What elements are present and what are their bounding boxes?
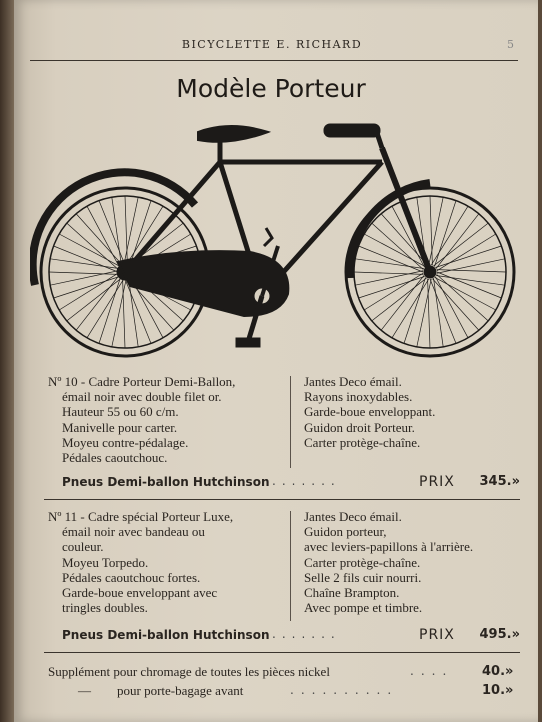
price-label: PRIX — [419, 627, 455, 643]
leader-dots: .......... — [290, 683, 399, 697]
spec-line: Guidon droit Porteur. — [304, 419, 415, 435]
book-spine — [0, 0, 14, 722]
pedal — [236, 338, 260, 347]
price-amount: 495.» — [479, 627, 520, 642]
handlebar-grip — [324, 124, 380, 137]
spec-line: Rayons inoxydables. — [304, 389, 413, 405]
section-rule — [44, 652, 520, 653]
spec-line: Garde-boue enveloppant. — [304, 404, 436, 420]
model-10-price-row — [62, 475, 520, 493]
page-title: Modèle Porteur — [176, 74, 366, 103]
column-divider — [290, 511, 291, 621]
spec-line: Guidon porteur, — [304, 524, 387, 540]
spec-line: Jantes Deco émail. — [304, 509, 402, 524]
section-rule — [44, 499, 520, 500]
running-header: BICYCLETTE E. RICHARD — [181, 38, 363, 51]
column-divider — [290, 376, 291, 468]
model-11-specs-right — [304, 509, 522, 615]
spec-line: Carter protège-chaîne. — [304, 554, 421, 570]
spec-line: Nº 11 - Cadre spécial Porteur Luxe, — [48, 509, 234, 524]
spec-line: couleur. — [62, 539, 104, 555]
price-label: PRIX — [419, 474, 455, 490]
spec-line: Pédales caoutchouc fortes. — [62, 569, 201, 585]
tyre-label: Pneus Demi-ballon Hutchinson — [62, 475, 270, 489]
supplement-porte-bagage: — pour porte-bagage avant — [78, 683, 244, 698]
supplement-amount: 10.» — [482, 683, 514, 698]
spec-line: émail noir avec double filet or. — [62, 389, 222, 405]
supplement-chromage: Supplément pour chromage de toutes les pièces nickel — [48, 664, 330, 679]
spec-line: Jantes Deco émail. — [304, 374, 402, 389]
spec-line: Moyeu contre-pédalage. — [62, 434, 189, 450]
spec-line: Manivelle pour carter. — [62, 419, 178, 435]
spec-line: Garde-boue enveloppant avec — [62, 585, 218, 601]
saddle — [198, 126, 268, 142]
model-11-price-row — [62, 628, 520, 646]
spec-line: Carter protège-chaîne. — [304, 434, 421, 450]
leader-dots: .... — [410, 664, 454, 678]
model-10-specs-left — [48, 374, 283, 465]
model-10-specs-right — [304, 374, 522, 450]
spec-line: Selle 2 fils cuir nourri. — [304, 569, 422, 585]
bicycle-illustration — [30, 110, 530, 372]
leader-dots: ....... — [272, 627, 341, 641]
supplement-amount: 40.» — [482, 664, 514, 679]
page-number: 5 — [507, 38, 514, 51]
model-11-specs-left — [48, 509, 283, 615]
tyre-label: Pneus Demi-ballon Hutchinson — [62, 628, 270, 642]
spec-line: tringles doubles. — [62, 600, 148, 616]
spec-line: émail noir avec bandeau ou — [62, 524, 205, 540]
header-rule — [30, 60, 518, 61]
spec-line: Chaîne Brampton. — [304, 585, 400, 601]
spec-line: Pédales caoutchouc. — [62, 450, 168, 466]
spec-line: Avec pompe et timbre. — [304, 600, 423, 616]
spec-line: Hauteur 55 ou 60 c/m. — [62, 404, 179, 420]
spec-line: Moyeu Torpedo. — [62, 554, 149, 570]
spec-line: Nº 10 - Cadre Porteur Demi-Ballon, — [48, 374, 236, 389]
price-amount: 345.» — [479, 474, 520, 489]
leader-dots: ....... — [272, 474, 341, 488]
spec-line: avec leviers-papillons à l'arrière. — [304, 539, 474, 555]
